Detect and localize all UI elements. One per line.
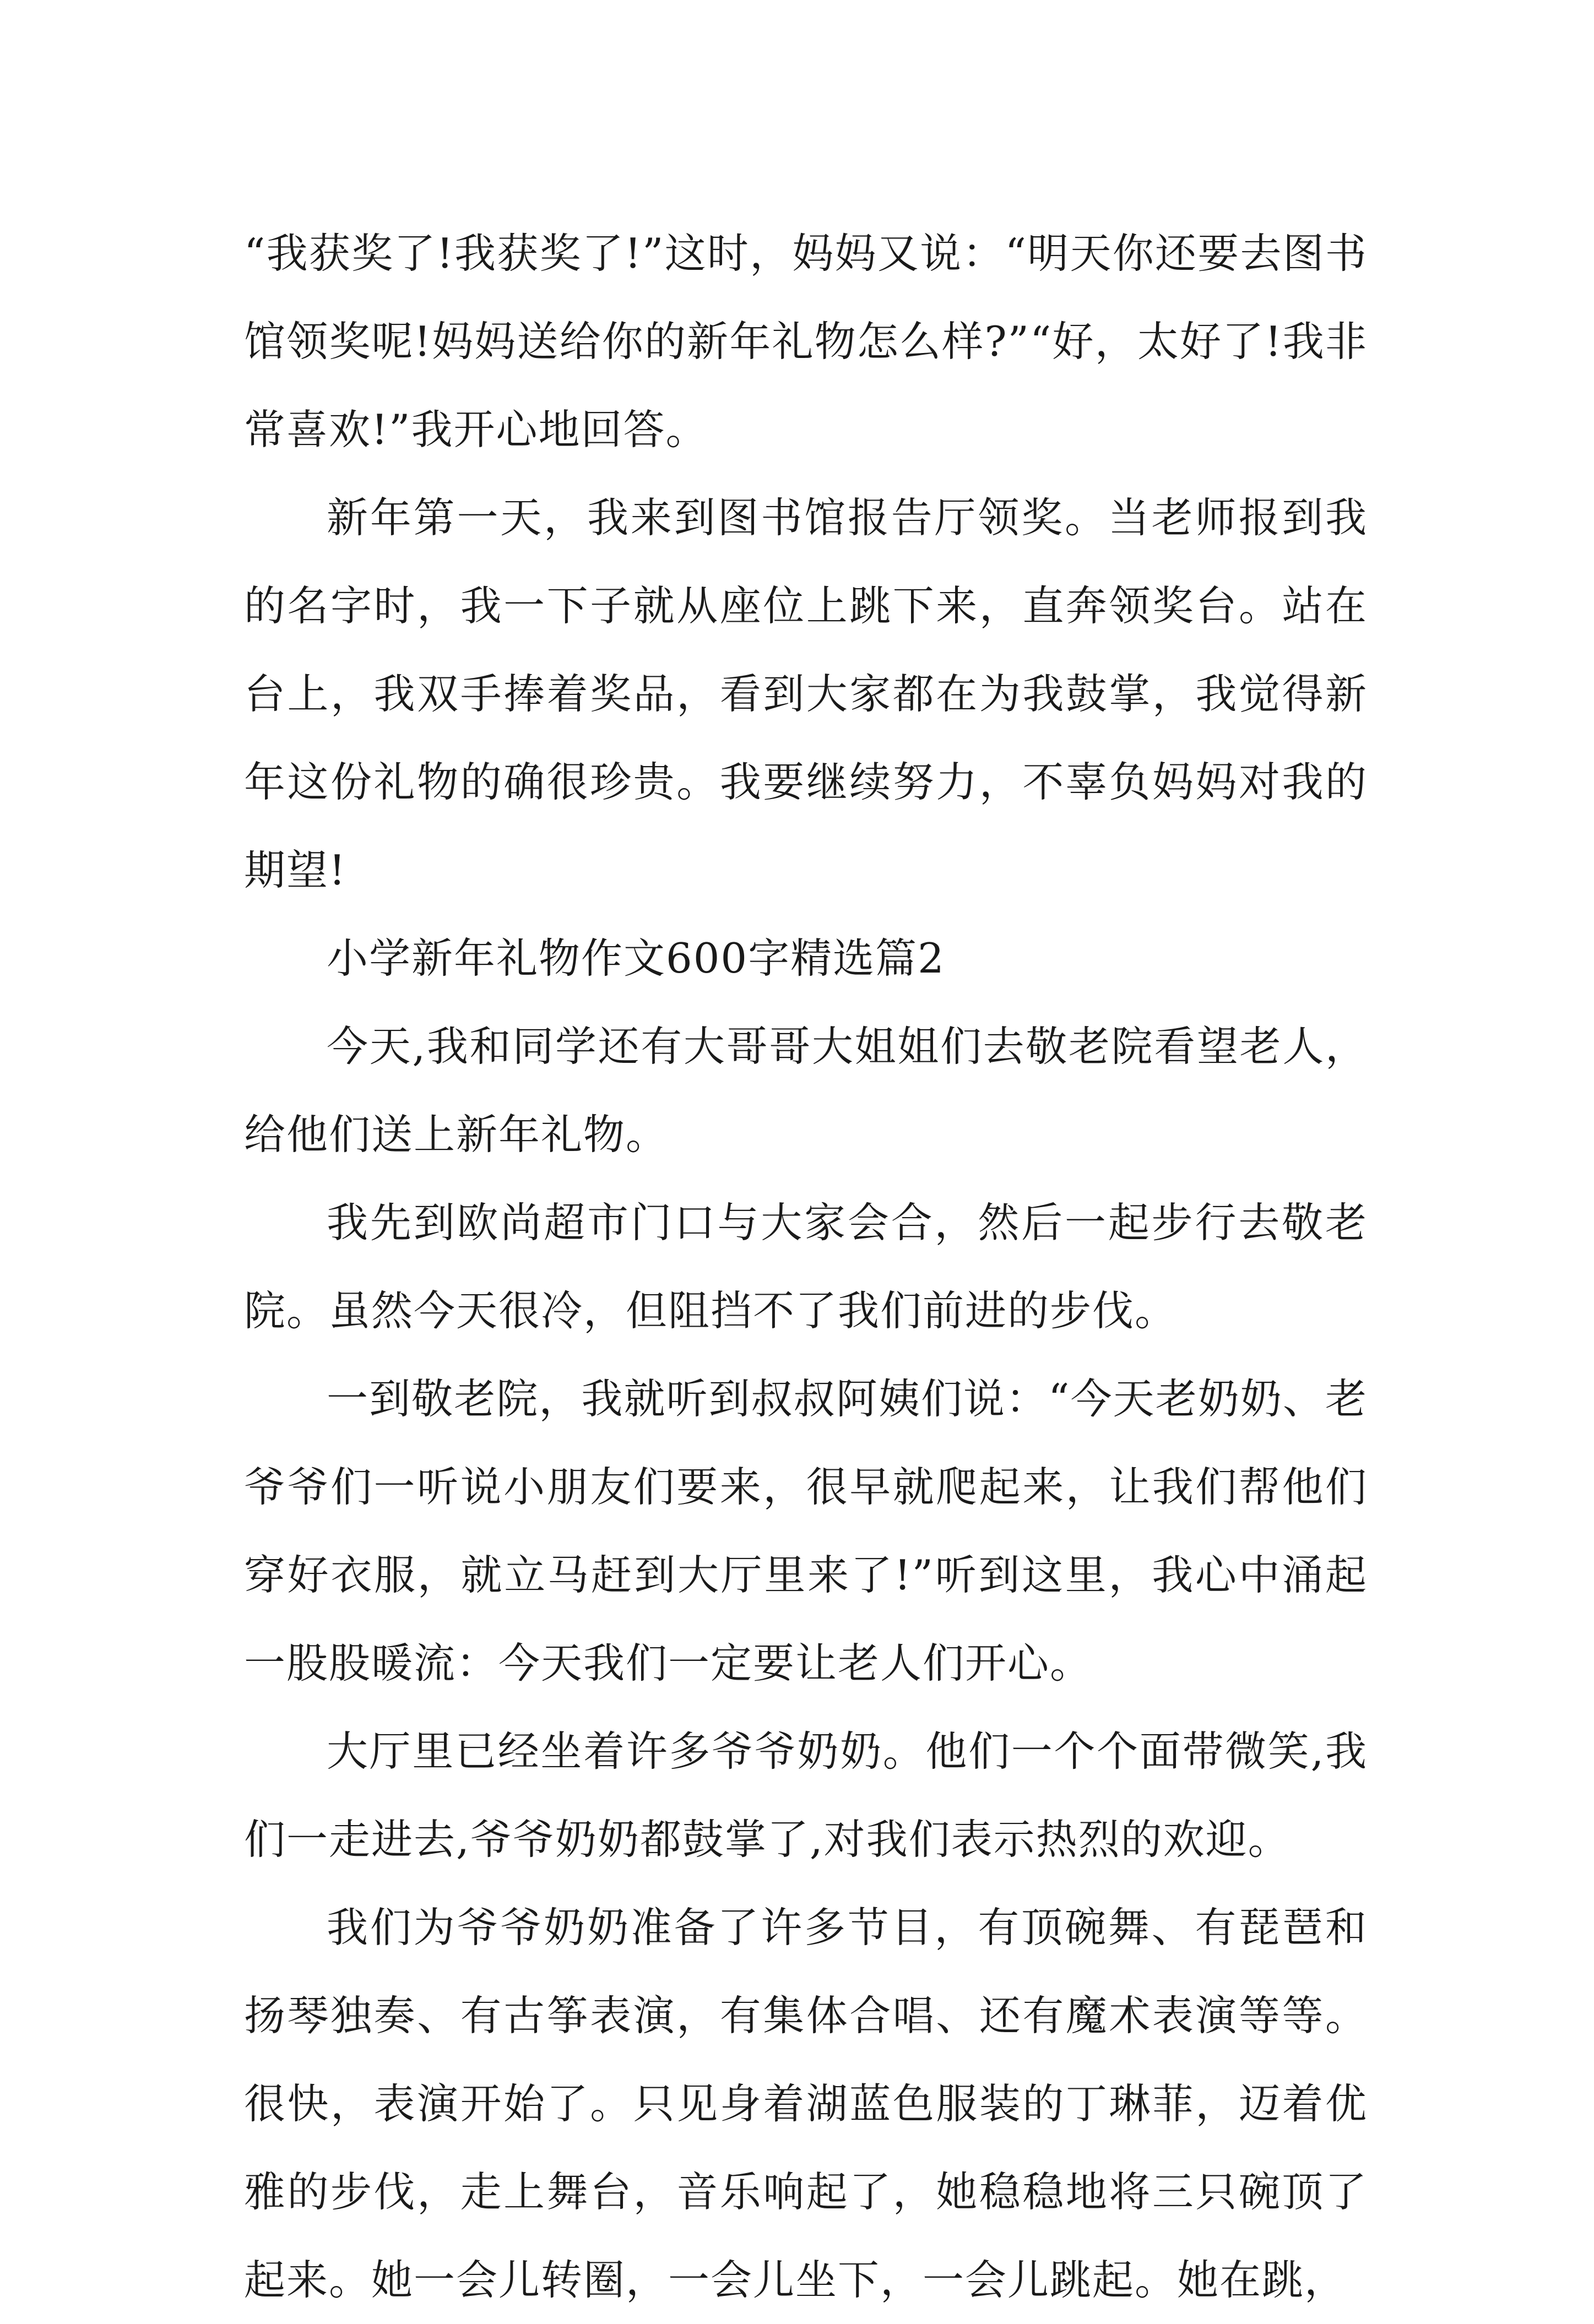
paragraph-1: “我获奖了!我获奖了!”这时，妈妈又说：“明天你还要去图书馆领奖呢!妈妈送给你的新年礼物怎么样?”“好，太好了!我非常喜欢!”我开心地回答。	[244, 229, 1368, 454]
document-body	[244, 209, 1368, 2324]
paragraph-7: 我们为爷爷奶奶准备了许多节目，有顶碗舞、有琵琶和扬琴独奏、有古筝表演，有集体合唱、还有魔术表演等等。很快，表演开始了。只见身着湖蓝色服装的丁琳菲，迈着优雅的步伐，走上舞台，音乐响起了，她稳稳地将三只碗顶了起来。她一会儿转圈，一会儿坐下，一会儿跳起。她在跳，	[244, 1903, 1368, 2304]
paragraph-4: 我先到欧尚超市门口与大家会合，然后一起步行去敬老院。虽然今天很冷，但阻挡不了我们前进的步伐。	[244, 1198, 1368, 1335]
paragraph-6: 大厅里已经坐着许多爷爷奶奶。他们一个个面带微笑,我们一走进去,爷爷奶奶都鼓掌了,对我们表示热烈的欢迎。	[244, 1727, 1368, 1864]
paragraph-3: 今天,我和同学还有大哥哥大姐姐们去敬老院看望老人，给他们送上新年礼物。	[244, 1022, 1368, 1159]
section-heading: 小学新年礼物作文600字精选篇2	[327, 934, 945, 982]
paragraph-2: 新年第一天，我来到图书馆报告厅领奖。当老师报到我的名字时，我一下子就从座位上跳下来，直奔领奖台。站在台上，我双手捧着奖品，看到大家都在为我鼓掌，我觉得新年这份礼物的确很珍贵。我要继续努力，不辜负妈妈对我的期望!	[244, 493, 1368, 894]
paragraph-5: 一到敬老院，我就听到叔叔阿姨们说：“今天老奶奶、老爷爷们一听说小朋友们要来，很早就爬起来，让我们帮他们穿好衣服，就立马赶到大厅里来了!”听到这里，我心中涌起一股股暖流：今天我们一定要让老人们开心。	[244, 1375, 1368, 1687]
